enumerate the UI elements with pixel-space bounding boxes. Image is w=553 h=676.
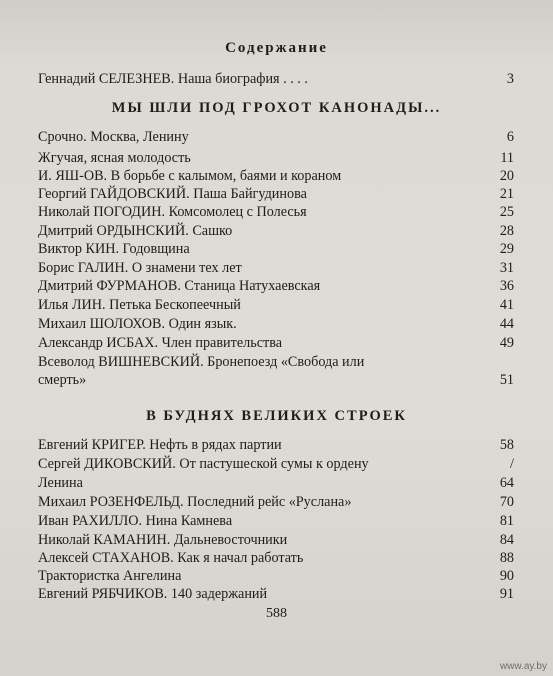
- section-title-1: МЫ ШЛИ ПОД ГРОХОТ КАНОНАДЫ...: [111, 100, 442, 116]
- toc-entry: Евгений КРИГЕР. Нефть в рядах партии 58: [38, 437, 514, 453]
- entry-text: Геннадий СЕЛЕЗНЕВ. Наша биография . . . .: [38, 71, 308, 87]
- toc-entry: Сергей ДИКОВСКИЙ. От пастушеской сумы к ордену /: [38, 456, 514, 472]
- toc-entry: Михаил ШОЛОХОВ. Один язык. 44: [38, 316, 514, 332]
- toc-entry: И. ЯШ-ОВ. В борьбе с калымом, баями и кораном 20: [38, 168, 514, 184]
- toc-entry: Илья ЛИН. Петька Бескопеечный 41: [38, 297, 514, 313]
- toc-heading: Содержание: [225, 40, 328, 56]
- toc-entry: Евгений РЯБЧИКОВ. 140 задержаний 91: [38, 586, 514, 602]
- section-title-2: В БУДНЯХ ВЕЛИКИХ СТРОЕК: [146, 408, 407, 424]
- toc-entry: Дмитрий ФУРМАНОВ. Станица Натухаевская 36: [38, 278, 514, 294]
- toc-entry: Михаил РОЗЕНФЕЛЬД. Последний рейс «Руслана» 70: [38, 494, 514, 510]
- toc-entry: Жгучая, ясная молодость 11: [38, 150, 514, 166]
- toc-entry: Трактористка Ангелина 90: [38, 568, 514, 584]
- toc-entry-continuation: смерть» 51: [38, 372, 514, 388]
- toc-intro-entry: [38, 70, 514, 88]
- entry-page: 3: [506, 71, 514, 87]
- toc-entry: Виктор КИН. Годовщина 29: [38, 241, 514, 257]
- watermark: www.ay.by: [499, 661, 547, 672]
- toc-entry: Николай КАМАНИН. Дальневосточники 84: [38, 532, 514, 548]
- toc-entry: Александр ИСБАХ. Член правительства 49: [38, 335, 514, 351]
- toc-entry: Борис ГАЛИН. О знамени тех лет 31: [38, 260, 514, 276]
- toc-entry: Георгий ГАЙДОВСКИЙ. Паша Байгудинова 21: [38, 186, 514, 202]
- toc-entry: Николай ПОГОДИН. Комсомолец с Полесья 25: [38, 204, 514, 220]
- toc-entry: Иван РАХИЛЛО. Нина Камнева 81: [38, 513, 514, 529]
- toc-entry: Срочно. Москва, Ленину 6: [38, 129, 514, 145]
- page-number: 588: [266, 606, 287, 621]
- toc-entry-continuation: Ленина 64: [38, 475, 514, 491]
- toc-entry: Алексей СТАХАНОВ. Как я начал работать 88: [38, 550, 514, 566]
- toc-entry: Всеволод ВИШНЕВСКИЙ. Бронепоезд «Свобода или: [38, 354, 365, 370]
- toc-entry: Дмитрий ОРДЫНСКИЙ. Сашко 28: [38, 223, 514, 239]
